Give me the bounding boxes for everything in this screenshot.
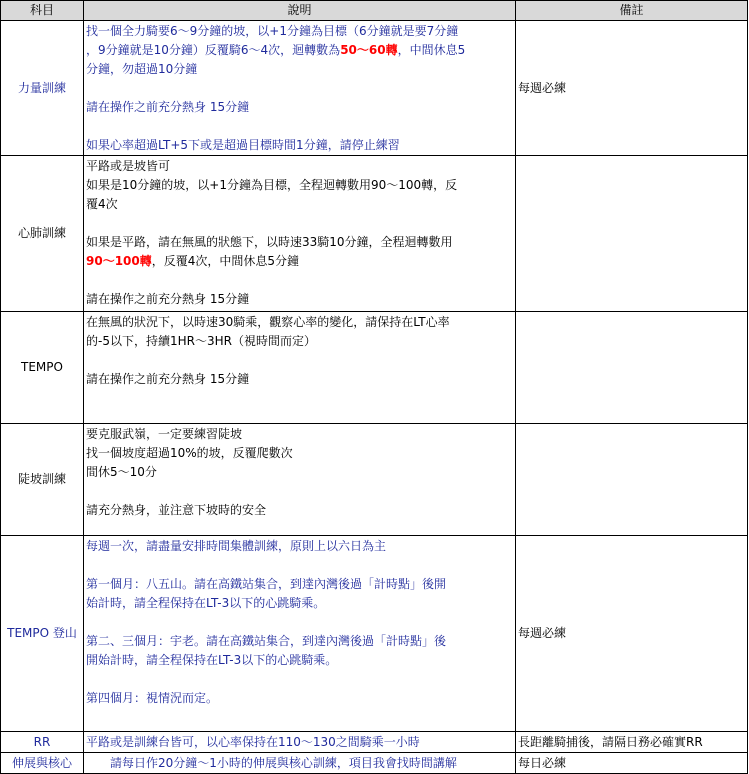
header-description: 說明 xyxy=(84,1,516,21)
description-line: 在無風的狀況下，以時速30騎乘，觀察心率的變化，請保持在LT心率 xyxy=(86,315,450,329)
subject-cell: TEMPO xyxy=(1,312,84,424)
subject-cell: TEMPO 登山 xyxy=(1,536,84,732)
table-row xyxy=(1,536,748,732)
description-line: 平路或是坡皆可 xyxy=(86,159,171,173)
note-cell: 長距離騎捕後，請隔日務必確實RR xyxy=(516,732,748,753)
description-cell xyxy=(84,732,516,753)
description-line: 90～100轉，反覆4次，中間休息5分鐘 xyxy=(86,254,300,268)
description-cell xyxy=(84,156,516,312)
description-line: 每週一次，請盡量安排時間集體訓練，原則上以六日為主 xyxy=(86,539,387,553)
description-line xyxy=(86,117,513,136)
description-line xyxy=(86,482,513,501)
subject-cell: 心肺訓練 xyxy=(1,156,84,312)
description-line: 覆4次 xyxy=(86,197,118,211)
note-cell: 每週必練 xyxy=(516,536,748,732)
description-line: 請在操作之前充分熱身 15分鐘 xyxy=(86,100,250,114)
note-cell xyxy=(516,312,748,424)
description-line: ，9分鐘就是10分鐘）反覆騎6～4次，迴轉數為50～60轉，中間休息5 xyxy=(86,43,466,57)
description-line: 第四個月：視情況而定。 xyxy=(86,691,219,705)
header-row xyxy=(1,1,748,21)
subject-cell: 力量訓練 xyxy=(1,21,84,156)
description-line: 找一個坡度超過10%的坡，反覆爬數次 xyxy=(86,446,293,460)
description-cell xyxy=(84,424,516,536)
description-line: 如果是10分鐘的坡，以+1分鐘為目標，全程迴轉數用90～100轉，反 xyxy=(86,178,458,192)
description-line xyxy=(86,79,513,98)
description-line xyxy=(86,351,513,370)
note-cell xyxy=(516,424,748,536)
description-line: 平路或是訓練台皆可，以心率保持在110～130之間騎乘一小時 xyxy=(86,735,420,749)
subject-cell: 陡坡訓練 xyxy=(1,424,84,536)
table-row xyxy=(1,21,748,156)
table-row xyxy=(1,312,748,424)
header-subject: 科目 xyxy=(1,1,84,21)
description-line: 如果是平路，請在無風的狀態下，以時速33騎10分鐘，全程迴轉數用 xyxy=(86,235,453,249)
description-line xyxy=(86,556,513,575)
description-line: 第一個月：八五山。請在高鐵站集合，到達內灣後過「計時點」後開 xyxy=(86,577,447,591)
description-cell xyxy=(84,753,516,774)
table-row xyxy=(1,753,748,774)
description-line: 間休5～10分 xyxy=(86,465,157,479)
description-cell xyxy=(84,21,516,156)
header-note: 備註 xyxy=(516,1,748,21)
description-line: 請在操作之前充分熱身 15分鐘 xyxy=(86,292,250,306)
description-line: 的-5以下，持續1HR～3HR（視時間而定） xyxy=(86,334,316,348)
table-row xyxy=(1,424,748,536)
description-line: 如果心率超過LT+5下或是超過目標時間1分鐘，請停止練習 xyxy=(86,138,400,152)
description-line xyxy=(86,271,513,290)
description-line: 分鐘，勿超過10分鐘 xyxy=(86,62,198,76)
subject-cell: RR xyxy=(1,732,84,753)
description-line: 找一個全力騎要6～9分鐘的坡，以+1分鐘為目標（6分鐘就是要7分鐘 xyxy=(86,24,459,38)
description-line xyxy=(86,214,513,233)
description-line: 請充分熱身，並注意下坡時的安全 xyxy=(86,503,267,517)
table-row xyxy=(1,732,748,753)
table-row xyxy=(1,156,748,312)
description-line: 始計時，請全程保持在LT-3以下的心跳騎乘。 xyxy=(86,596,326,610)
note-cell: 每日必練 xyxy=(516,753,748,774)
description-cell xyxy=(84,536,516,732)
description-cell xyxy=(84,312,516,424)
description-line xyxy=(86,613,513,632)
note-cell: 每週必練 xyxy=(516,21,748,156)
description-line: 請每日作20分鐘～1小時的伸展與核心訓練，項目我會找時間講解 xyxy=(86,756,457,770)
description-line xyxy=(86,670,513,689)
description-line: 要克服武嶺，一定要練習陡坡 xyxy=(86,427,243,441)
description-line: 第二、三個月：宇老。請在高鐵站集合，到達內灣後過「計時點」後 xyxy=(86,634,447,648)
description-line: 開始計時，請全程保持在LT-3以下的心跳騎乘。 xyxy=(86,653,338,667)
description-line: 請在操作之前充分熱身 15分鐘 xyxy=(86,372,250,386)
note-cell xyxy=(516,156,748,312)
subject-cell: 伸展與核心 xyxy=(1,753,84,774)
